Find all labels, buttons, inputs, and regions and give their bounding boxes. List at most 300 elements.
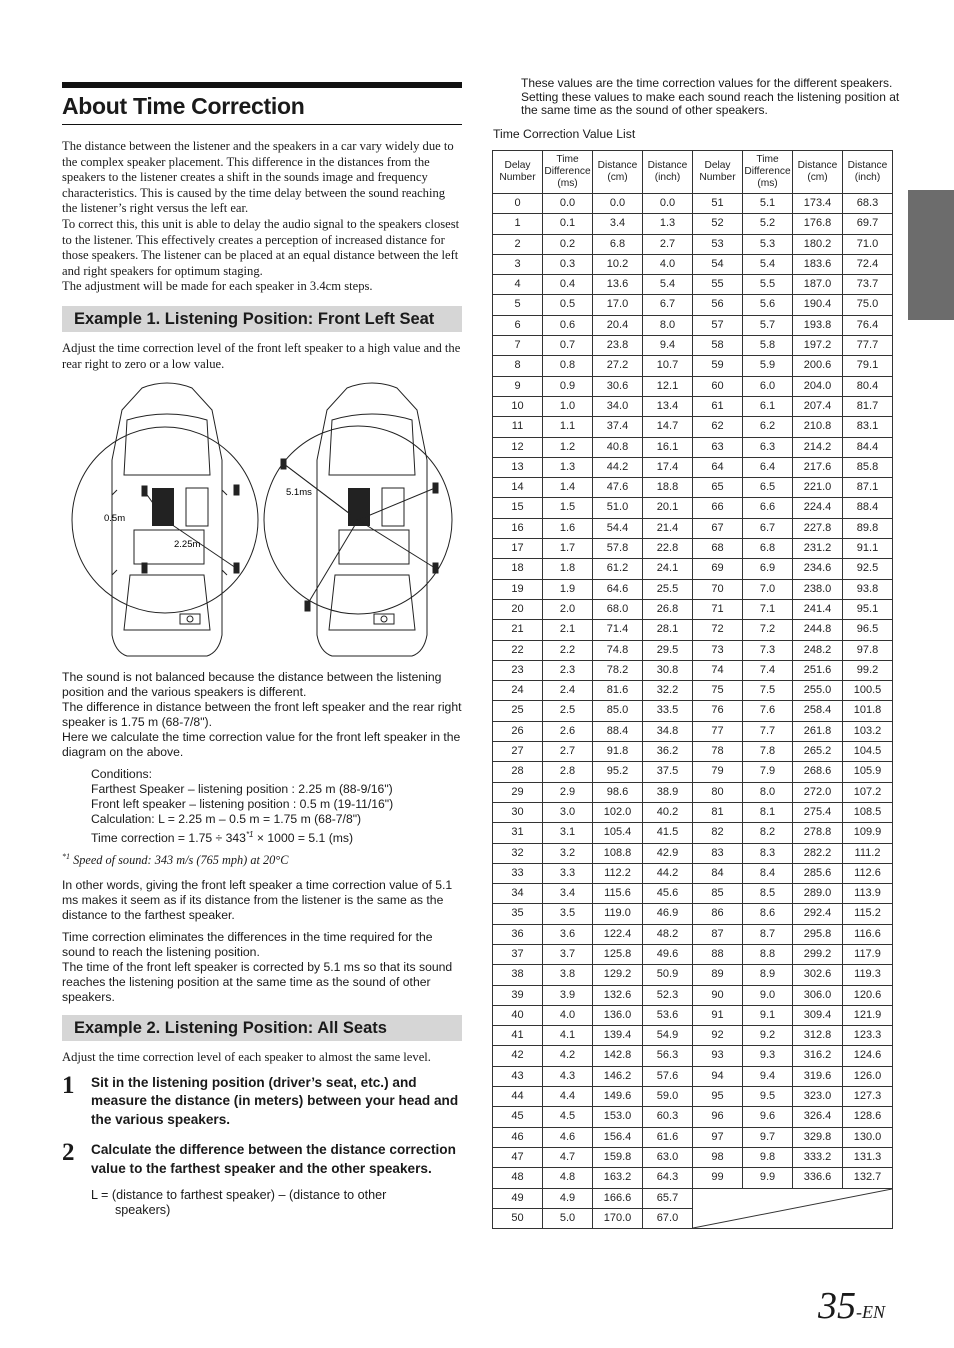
table-cell: 61.6 (643, 1127, 693, 1147)
speaker-icon (433, 483, 438, 493)
table-cell: 47 (493, 1147, 543, 1167)
table-cell: 89 (693, 965, 743, 985)
table-cell: 309.4 (793, 1005, 843, 1025)
table-cell: 1 (493, 214, 543, 234)
table-cell: 16 (493, 518, 543, 538)
table-row (493, 884, 893, 904)
table-cell: 43 (493, 1066, 543, 1086)
table-cell: 37.5 (643, 762, 693, 782)
table-cell: 25 (493, 701, 543, 721)
table-cell: 80.4 (843, 376, 893, 396)
table-cell: 54.9 (643, 1026, 693, 1046)
table-cell: 34.8 (643, 721, 693, 741)
table-cell: 22 (493, 640, 543, 660)
table-cell: 8.4 (743, 863, 793, 883)
table-cell: 56.3 (643, 1046, 693, 1066)
table-row (493, 965, 893, 985)
step-2-number: 2 (62, 1139, 75, 1167)
table-cell: 38.9 (643, 782, 693, 802)
table-cell: 4.8 (543, 1168, 593, 1188)
table-cell: 85 (693, 884, 743, 904)
table-cell: 3.2 (543, 843, 593, 863)
table-row (493, 843, 893, 863)
speaker-icon (234, 563, 239, 573)
table-cell: 9.8 (743, 1147, 793, 1167)
table-cell: 0.0 (643, 194, 693, 214)
table-cell: 49.6 (643, 944, 693, 964)
step-2 (62, 1141, 462, 1178)
table-cell: 51 (693, 194, 743, 214)
table-cell: 7.9 (743, 762, 793, 782)
table-cell: 295.8 (793, 924, 843, 944)
table-cell: 6.5 (743, 478, 793, 498)
table-cell: 278.8 (793, 823, 843, 843)
table-cell: 0.3 (543, 254, 593, 274)
header-delay-number: Delay Number (693, 151, 743, 194)
table-cell: 312.8 (793, 1026, 843, 1046)
table-cell: 14.7 (643, 417, 693, 437)
table-cell: 12 (493, 437, 543, 457)
table-cell: 2 (493, 234, 543, 254)
table-cell: 37 (493, 944, 543, 964)
table-cell: 210.8 (793, 417, 843, 437)
example1-text: Adjust the time correction level of the front left speaker to a high value and the rear right to zero or a low value. (62, 340, 461, 371)
table-row (493, 985, 893, 1005)
table-cell: 104.5 (843, 742, 893, 762)
table-row (493, 214, 893, 234)
table-cell: 3.6 (543, 924, 593, 944)
table-row (493, 194, 893, 214)
table-row (493, 336, 893, 356)
table-cell: 0.7 (543, 336, 593, 356)
table-header-row (493, 151, 893, 194)
table-row (493, 701, 893, 721)
table-cell: 8.3 (743, 843, 793, 863)
table-cell: 79.1 (843, 356, 893, 376)
table-cell: 30 (493, 802, 543, 822)
table-cell: 70 (693, 579, 743, 599)
table-cell: 193.8 (793, 315, 843, 335)
table-cell: 58 (693, 336, 743, 356)
table-cell: 26 (493, 721, 543, 741)
table-cell: 83.1 (843, 417, 893, 437)
example1-conclusion (62, 878, 462, 1005)
table-row (493, 1168, 893, 1188)
table-cell: 78.2 (593, 660, 643, 680)
table-cell: 0.1 (543, 214, 593, 234)
table-cell: 33.5 (643, 701, 693, 721)
table-cell: 8.1 (743, 802, 793, 822)
car-right-illustration (317, 383, 427, 656)
table-cell: 2.0 (543, 599, 593, 619)
speaker-icon (142, 563, 147, 573)
table-cell: 0.8 (543, 356, 593, 376)
time-correction-formula: Time correction = $1.75 \div 343^{*1} \times 1000 = 5.1$ (ms) (91, 830, 354, 846)
header-time-difference: Time Difference (ms) (743, 151, 793, 194)
diagonal-line (693, 1189, 892, 1228)
table-cell: 64.3 (643, 1168, 693, 1188)
speaker-icon (305, 601, 310, 611)
table-cell: 30.8 (643, 660, 693, 680)
table-cell: 64.6 (593, 579, 643, 599)
table-cell: 204.0 (793, 376, 843, 396)
table-row (493, 924, 893, 944)
table-cell: 37.4 (593, 417, 643, 437)
step-1 (62, 1071, 462, 1130)
table-cell: 2.8 (543, 762, 593, 782)
table-cell: 2.1 (543, 620, 593, 640)
table-cell: 248.2 (793, 640, 843, 660)
table-cell: 1.6 (543, 518, 593, 538)
table-cell: 7.2 (743, 620, 793, 640)
table-cell: 91 (693, 1005, 743, 1025)
table-cell: 4.7 (543, 1147, 593, 1167)
table-cell: 112.6 (843, 863, 893, 883)
table-cell: 7.3 (743, 640, 793, 660)
example1-explanation (62, 670, 462, 760)
table-cell: 127.3 (843, 1087, 893, 1107)
table-cell: 97.8 (843, 640, 893, 660)
table-row (493, 762, 893, 782)
table-cell: 40 (493, 1005, 543, 1025)
table-cell: 74.8 (593, 640, 643, 660)
table-cell: 10 (493, 396, 543, 416)
table-cell: 20.1 (643, 498, 693, 518)
table-row (493, 234, 893, 254)
empty-table-cell (693, 1188, 893, 1229)
table-cell: 7.6 (743, 701, 793, 721)
table-cell: 32.2 (643, 681, 693, 701)
table-cell: 9.2 (743, 1026, 793, 1046)
intro-paragraph-1: The distance between the listener and the speakers in a car vary widely due to the complex speaker placement. This difference in the distances from the speakers to the listener creates a shift in the sounds image and frequency characteristics. This is caused by the time delay between the sound reaching the listener’s right versus the left ear. (62, 139, 454, 216)
table-cell: 139.4 (593, 1026, 643, 1046)
table-cell: 244.8 (793, 620, 843, 640)
table-cell: 2.4 (543, 681, 593, 701)
table-cell: 93 (693, 1046, 743, 1066)
table-cell: 166.6 (593, 1188, 643, 1208)
table-cell: 9.3 (743, 1046, 793, 1066)
table-cell: 1.1 (543, 417, 593, 437)
table-cell: 19 (493, 579, 543, 599)
table-cell: 251.6 (793, 660, 843, 680)
table-cell: 14 (493, 478, 543, 498)
table-cell: 146.2 (593, 1066, 643, 1086)
table-cell: 103.2 (843, 721, 893, 741)
table-row (493, 823, 893, 843)
table-row (493, 1066, 893, 1086)
table-cell: 2.2 (543, 640, 593, 660)
table-cell: 268.6 (793, 762, 843, 782)
table-cell: 98.6 (593, 782, 643, 802)
table-cell: 7.1 (743, 599, 793, 619)
table-cell: 25.5 (643, 579, 693, 599)
table-cell: 32 (493, 843, 543, 863)
table-row (493, 904, 893, 924)
table-cell: 94 (693, 1066, 743, 1086)
table-cell: 217.6 (793, 457, 843, 477)
header-distance-cm: Distance (cm) (793, 151, 843, 194)
table-cell: 1.5 (543, 498, 593, 518)
table-cell: 8.9 (743, 965, 793, 985)
table-cell: 5.3 (743, 234, 793, 254)
table-cell: 0.5 (543, 295, 593, 315)
table-row (493, 437, 893, 457)
table-cell: 3.4 (593, 214, 643, 234)
table-cell: 59 (693, 356, 743, 376)
table-cell: 299.2 (793, 944, 843, 964)
table-cell: 52 (693, 214, 743, 234)
table-cell: 8.0 (743, 782, 793, 802)
table-cell: 0 (493, 194, 543, 214)
table-cell: 5 (493, 295, 543, 315)
table-cell: 112.2 (593, 863, 643, 883)
table-cell: 8.7 (743, 924, 793, 944)
table-cell: 18.8 (643, 478, 693, 498)
condition-front-left: Front left speaker – listening position : 0.5 m (19-11/16") (91, 797, 394, 812)
table-cell: 34 (493, 884, 543, 904)
speaker-icon (433, 563, 438, 573)
table-cell: 8.2 (743, 823, 793, 843)
table-cell: 128.6 (843, 1107, 893, 1127)
table-row (493, 640, 893, 660)
table-cell: 34.0 (593, 396, 643, 416)
table-cell: 107.2 (843, 782, 893, 802)
table-cell: 8.0 (643, 315, 693, 335)
table-cell: 83 (693, 843, 743, 863)
table-cell: 9.5 (743, 1087, 793, 1107)
table-cell: 2.9 (543, 782, 593, 802)
near-distance-label: 0.5m (104, 513, 126, 525)
table-cell: 115.2 (843, 904, 893, 924)
table-row (493, 863, 893, 883)
table-cell: 111.2 (843, 843, 893, 863)
table-cell: 132.6 (593, 985, 643, 1005)
table-cell: 10.7 (643, 356, 693, 376)
table-cell: 26.8 (643, 599, 693, 619)
table-cell: 54.4 (593, 518, 643, 538)
table-row (493, 254, 893, 274)
table-cell: 5.8 (743, 336, 793, 356)
table-cell: 8.6 (743, 904, 793, 924)
table-row (493, 782, 893, 802)
explanation-paragraph-3: Here we calculate the time correction value for the front left speaker in the diagram on the above. (62, 730, 461, 760)
table-cell: 63.0 (643, 1147, 693, 1167)
table-row (493, 478, 893, 498)
table-cell: 6.6 (743, 498, 793, 518)
table-row (493, 417, 893, 437)
table-cell: 4.9 (543, 1188, 593, 1208)
table-cell: 13.4 (643, 396, 693, 416)
table-row (493, 356, 893, 376)
step-2-text: Calculate the difference between the distance correction value to the farthest speaker and the other speakers. (91, 1142, 456, 1176)
table-cell: 76.4 (843, 315, 893, 335)
table-cell: 258.4 (793, 701, 843, 721)
table-cell: 21.4 (643, 518, 693, 538)
header-time-difference: Time Difference (ms) (543, 151, 593, 194)
intro-paragraph-2: To correct this, this unit is able to delay the audio signal to the speakers closest to the listener. This effectively creates a perception of increased distance for those speakers. The listener can be placed at an equal distance between the left and right speakers for optimum staging. (62, 216, 460, 278)
table-cell: 1.3 (543, 457, 593, 477)
left-column (62, 82, 462, 1218)
table-cell: 289.0 (793, 884, 843, 904)
table-row (493, 681, 893, 701)
table-cell: 92 (693, 1026, 743, 1046)
intro-text (62, 139, 462, 295)
speaker-icon (234, 485, 239, 495)
table-cell: 227.8 (793, 518, 843, 538)
table-cell: 119.0 (593, 904, 643, 924)
table-cell: 12.1 (643, 376, 693, 396)
table-row (493, 1147, 893, 1167)
table-row (493, 376, 893, 396)
table-cell: 41 (493, 1026, 543, 1046)
table-cell: 46 (493, 1127, 543, 1147)
car-left-illustration (112, 383, 227, 656)
table-cell: 6.0 (743, 376, 793, 396)
table-cell: 95.1 (843, 599, 893, 619)
table-cell: 27 (493, 742, 543, 762)
table-cell: 59.0 (643, 1087, 693, 1107)
table-cell: 68 (693, 539, 743, 559)
table-cell: 9.7 (743, 1127, 793, 1147)
table-row (493, 539, 893, 559)
table-cell: 67.0 (643, 1208, 693, 1228)
table-cell: 275.4 (793, 802, 843, 822)
table-cell: 53 (693, 234, 743, 254)
table-row (493, 1046, 893, 1066)
table-cell: 84 (693, 863, 743, 883)
table-cell: 65 (693, 478, 743, 498)
header-delay-number: Delay Number (493, 151, 543, 194)
table-cell: 60.3 (643, 1107, 693, 1127)
table-cell: 91.8 (593, 742, 643, 762)
table-cell: 122.4 (593, 924, 643, 944)
table-cell: 95.2 (593, 762, 643, 782)
table-cell: 1.3 (643, 214, 693, 234)
table-cell: 6.2 (743, 417, 793, 437)
table-cell: 78 (693, 742, 743, 762)
table-cell: 57.6 (643, 1066, 693, 1086)
table-cell: 57 (693, 315, 743, 335)
table-cell: 50.9 (643, 965, 693, 985)
table-cell: 69 (693, 559, 743, 579)
table-cell: 6.3 (743, 437, 793, 457)
table-cell: 9.1 (743, 1005, 793, 1025)
table-row (493, 721, 893, 741)
table-cell: 4.4 (543, 1087, 593, 1107)
table-cell: 261.8 (793, 721, 843, 741)
table-cell: 65.7 (643, 1188, 693, 1208)
table-cell: 98 (693, 1147, 743, 1167)
table-cell: 96.5 (843, 620, 893, 640)
table-cell: 8.5 (743, 884, 793, 904)
speaker-icon (142, 486, 147, 496)
table-row (493, 1188, 893, 1208)
table-cell: 27.2 (593, 356, 643, 376)
table-row (493, 802, 893, 822)
table-cell: 5.5 (743, 275, 793, 295)
table-cell: 23 (493, 660, 543, 680)
table-cell: 123.3 (843, 1026, 893, 1046)
explanation-paragraph-1: The sound is not balanced because the distance between the listening position and the various speakers is different. (62, 670, 442, 700)
table-cell: 6.7 (743, 518, 793, 538)
table-cell: 142.8 (593, 1046, 643, 1066)
table-cell: 7.4 (743, 660, 793, 680)
table-cell: 76 (693, 701, 743, 721)
header-distance-cm: Distance (cm) (593, 151, 643, 194)
table-cell: 53.6 (643, 1005, 693, 1025)
table-cell: 326.4 (793, 1107, 843, 1127)
table-cell: 149.6 (593, 1087, 643, 1107)
speaker-icon (281, 459, 286, 469)
table-cell: 4.5 (543, 1107, 593, 1127)
conclusion-paragraph-3: The time of the front left speaker is corrected by 5.1 ms so that its sound reaches the listening position at the same time as the sound of other speakers. (62, 960, 453, 1005)
table-cell: 48 (493, 1168, 543, 1188)
table-cell: 241.4 (793, 599, 843, 619)
table-cell: 336.6 (793, 1168, 843, 1188)
table-cell: 4.2 (543, 1046, 593, 1066)
table-cell: 44 (493, 1087, 543, 1107)
table-cell: 22.8 (643, 539, 693, 559)
table-cell: 7.8 (743, 742, 793, 762)
table-cell: 3.9 (543, 985, 593, 1005)
table-cell: 23.8 (593, 336, 643, 356)
table-cell: 323.0 (793, 1087, 843, 1107)
table-cell: 3.0 (543, 802, 593, 822)
table-cell: 6.8 (743, 539, 793, 559)
table-cell: 69.7 (843, 214, 893, 234)
table-cell: 33 (493, 863, 543, 883)
table-cell: 282.2 (793, 843, 843, 863)
table-cell: 16.1 (643, 437, 693, 457)
table-cell: 17 (493, 539, 543, 559)
table-cell: 2.3 (543, 660, 593, 680)
table-cell: 2.5 (543, 701, 593, 721)
table-cell: 5.0 (543, 1208, 593, 1228)
step-1-number: 1 (62, 1071, 75, 1099)
table-cell: 13.6 (593, 275, 643, 295)
table-cell: 72.4 (843, 254, 893, 274)
intro-paragraph-3: The adjustment will be made for each speaker in 3.4cm steps. (62, 279, 373, 294)
step-1-text: Sit in the listening position (driver’s seat, etc.) and measure the distance (in meters) between your head and the various speakers. (91, 1074, 459, 1127)
table-cell: 197.2 (793, 336, 843, 356)
table-row (493, 1005, 893, 1025)
table-cell: 73 (693, 640, 743, 660)
table-row (493, 275, 893, 295)
table-cell: 4.6 (543, 1127, 593, 1147)
table-cell: 231.2 (793, 539, 843, 559)
table-cell: 136.0 (593, 1005, 643, 1025)
table-cell: 214.2 (793, 437, 843, 457)
table-cell: 55 (693, 275, 743, 295)
table-cell: 24.1 (643, 559, 693, 579)
header-distance-inch: Distance (inch) (643, 151, 693, 194)
table-cell: 41.5 (643, 823, 693, 843)
table-cell: 5.7 (743, 315, 793, 335)
table-cell: 126.0 (843, 1066, 893, 1086)
table-cell: 91.1 (843, 539, 893, 559)
table-cell: 292.4 (793, 904, 843, 924)
table-title: Time Correction Value List (493, 127, 636, 141)
table-cell: 49 (493, 1188, 543, 1208)
table-cell: 221.0 (793, 478, 843, 498)
table-cell: 42 (493, 1046, 543, 1066)
table-cell: 57.8 (593, 539, 643, 559)
table-cell: 108.8 (593, 843, 643, 863)
header-distance-inch: Distance (inch) (843, 151, 893, 194)
table-cell: 44.2 (593, 457, 643, 477)
table-cell: 9.6 (743, 1107, 793, 1127)
table-cell: 44.2 (643, 863, 693, 883)
